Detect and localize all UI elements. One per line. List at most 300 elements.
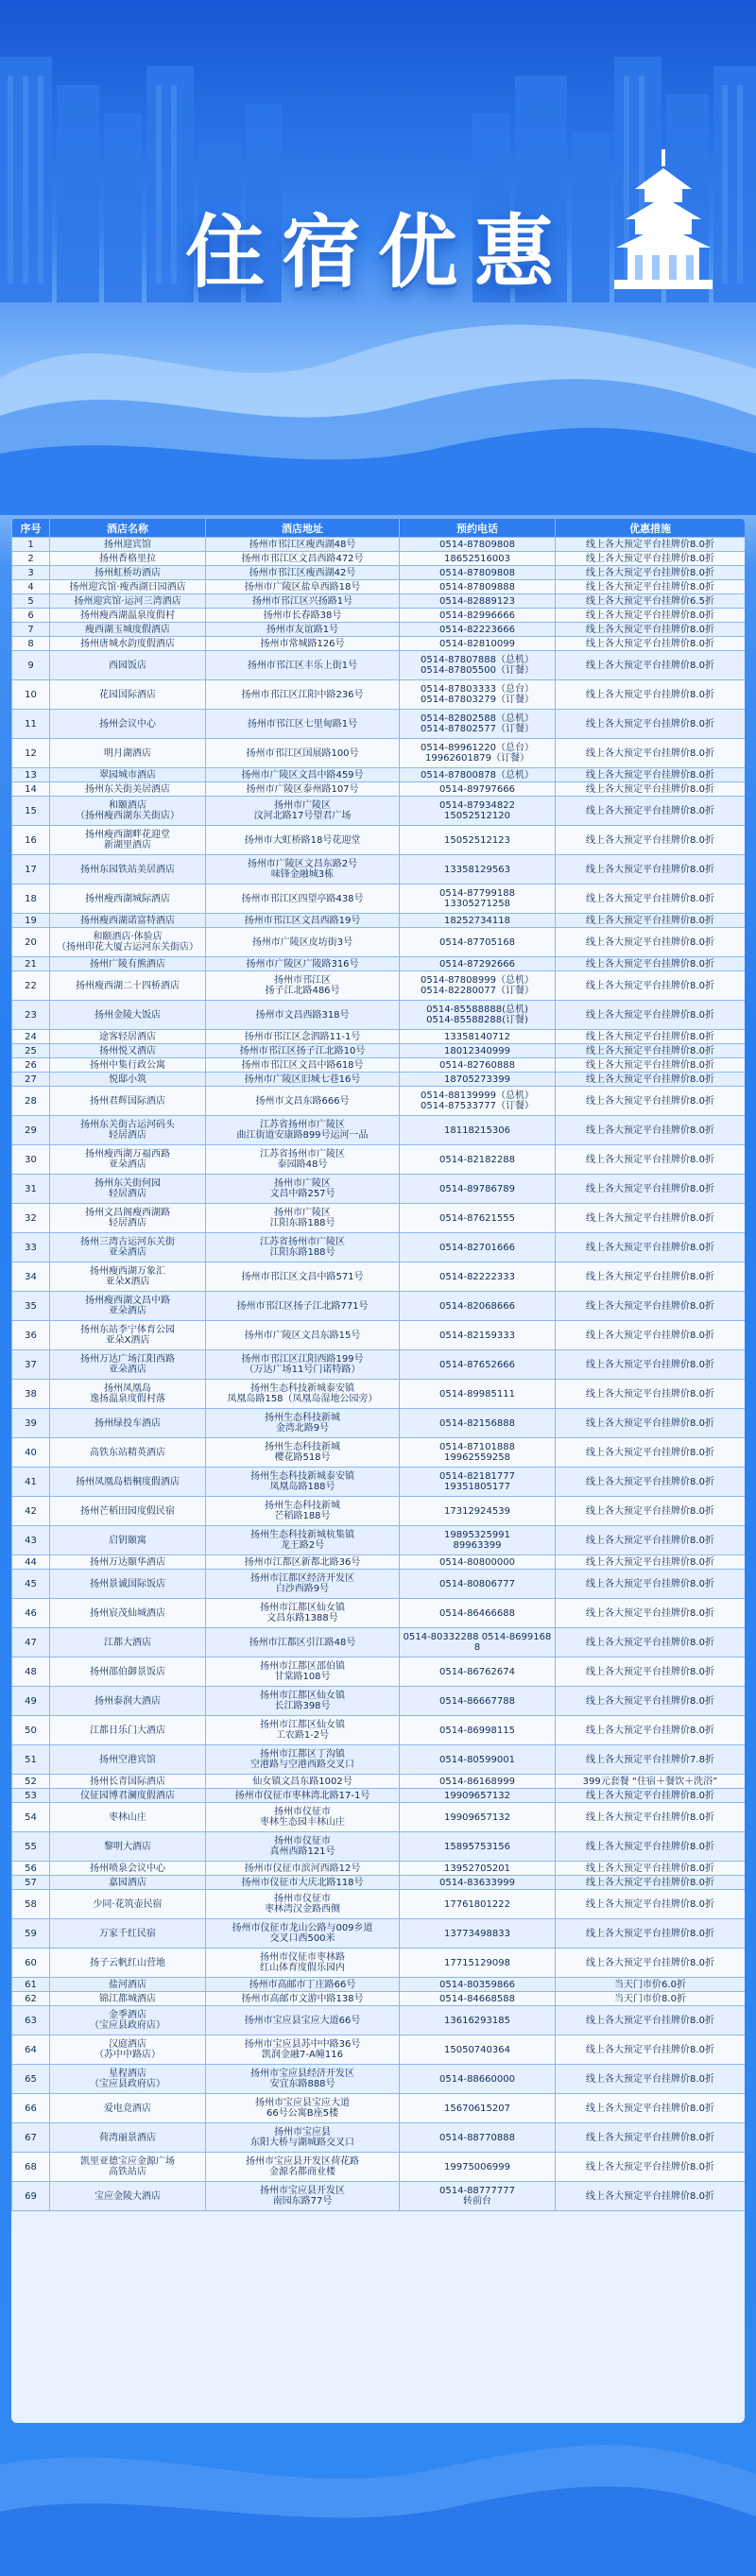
table-row bbox=[12, 957, 746, 971]
cell-index: 4 bbox=[12, 580, 50, 594]
table-row bbox=[12, 566, 746, 580]
cell-hotel-name: 扬州迎宾馆·瘦西湖日园酒店 bbox=[50, 580, 206, 594]
cell-index: 62 bbox=[12, 1992, 50, 2006]
cell-phone: 0514-84668588 bbox=[400, 1992, 556, 2006]
cell-phone: 0514-86466688 bbox=[400, 1599, 556, 1628]
cell-phone: 19909657132 bbox=[400, 1789, 556, 1803]
header-discount: 优惠措施 bbox=[556, 519, 746, 538]
cell-hotel-address: 扬州市宝应县经济开发区 安宜东路888号 bbox=[206, 2065, 400, 2094]
cell-discount: 线上各大预定平台挂牌价8.0折 bbox=[556, 957, 746, 971]
cell-hotel-name: 扬州广陵有熊酒店 bbox=[50, 957, 206, 971]
cell-discount: 线上各大预定平台挂牌价8.0折 bbox=[556, 1803, 746, 1832]
table-row bbox=[12, 1716, 746, 1745]
cell-discount: 线上各大预定平台挂牌价8.0折 bbox=[556, 609, 746, 623]
table-row bbox=[12, 2035, 746, 2065]
cell-index: 37 bbox=[12, 1350, 50, 1380]
cell-index: 36 bbox=[12, 1321, 50, 1350]
cell-index: 35 bbox=[12, 1292, 50, 1321]
cell-phone: 19895325991 89963399 bbox=[400, 1526, 556, 1555]
cell-hotel-address: 扬州市广陵区 汶河北路17号望君广场 bbox=[206, 797, 400, 826]
cell-hotel-name: 扬州万达广场江阳西路 亚朵酒店 bbox=[50, 1350, 206, 1380]
table-row bbox=[12, 855, 746, 884]
table-row bbox=[12, 928, 746, 957]
cell-hotel-name: 翠园城市酒店 bbox=[50, 768, 206, 782]
cell-index: 51 bbox=[12, 1745, 50, 1775]
cell-hotel-address: 扬州市宝应县开发区荷花路 金源名都商业楼 bbox=[206, 2153, 400, 2182]
table-row bbox=[12, 1380, 746, 1409]
cell-hotel-address: 扬州市仪征市 枣林湾汉金路西侧 bbox=[206, 1890, 400, 1919]
footer-waves bbox=[0, 2427, 756, 2576]
cell-hotel-name: 扬州景诚国际饭店 bbox=[50, 1570, 206, 1599]
hotel-discount-table-panel bbox=[11, 518, 745, 2423]
cell-index: 55 bbox=[12, 1832, 50, 1862]
cell-hotel-name: 盐河酒店 bbox=[50, 1978, 206, 1992]
cell-phone: 18652516003 bbox=[400, 552, 556, 566]
cell-phone: 0514-86168999 bbox=[400, 1775, 556, 1789]
cell-hotel-name: 启钥颐寓 bbox=[50, 1526, 206, 1555]
table-row bbox=[12, 1862, 746, 1876]
cell-hotel-name: 扬州瘦西湖诺富特酒店 bbox=[50, 914, 206, 928]
cell-hotel-address: 扬州市广陵区文昌东路2号 味锋金融城3栋 bbox=[206, 855, 400, 884]
cell-index: 1 bbox=[12, 538, 50, 552]
cell-phone: 0514-87705168 bbox=[400, 928, 556, 957]
cell-hotel-name: 扬州瘦西湖畔花迎堂 新湖里酒店 bbox=[50, 826, 206, 855]
cell-hotel-address: 扬州市文昌西路318号 bbox=[206, 1001, 400, 1030]
table-row bbox=[12, 2094, 746, 2123]
cell-phone: 13773498833 bbox=[400, 1919, 556, 1949]
cell-hotel-name: 扬州中集行政公寓 bbox=[50, 1058, 206, 1073]
cell-index: 49 bbox=[12, 1687, 50, 1716]
cell-hotel-address: 扬州市邗江区文昌西路472号 bbox=[206, 552, 400, 566]
cell-hotel-address: 扬州生态科技新城 金湾北路9号 bbox=[206, 1409, 400, 1438]
cell-hotel-name: 扬州香格里拉 bbox=[50, 552, 206, 566]
cell-discount: 线上各大预定平台挂牌价8.0折 bbox=[556, 1555, 746, 1570]
cell-index: 30 bbox=[12, 1145, 50, 1175]
cell-discount: 线上各大预定平台挂牌价8.0折 bbox=[556, 1716, 746, 1745]
table-row bbox=[12, 1044, 746, 1058]
table-row bbox=[12, 609, 746, 623]
cell-phone: 0514-87101888 19962559258 bbox=[400, 1438, 556, 1468]
header-hotel-address: 酒店地址 bbox=[206, 519, 400, 538]
cell-hotel-name: 凯里亚德宝应金源广场 高铁站店 bbox=[50, 2153, 206, 2182]
cell-discount: 线上各大预定平台挂牌价8.0折 bbox=[556, 1001, 746, 1030]
cell-index: 33 bbox=[12, 1233, 50, 1262]
cell-hotel-address: 江苏省扬州市广陵区 泰园路48号 bbox=[206, 1145, 400, 1175]
cell-discount: 399元套餐 “住宿＋餐饮＋洗浴” bbox=[556, 1775, 746, 1789]
cell-hotel-name: 扬州凤凰岛 逸扬温泉度假村落 bbox=[50, 1380, 206, 1409]
cell-phone: 0514-82222333 bbox=[400, 1262, 556, 1292]
cell-hotel-address: 扬州市常城路126号 bbox=[206, 637, 400, 651]
cell-discount: 线上各大预定平台挂牌价8.0折 bbox=[556, 1949, 746, 1978]
cell-phone: 13358140712 bbox=[400, 1030, 556, 1044]
table-row bbox=[12, 1233, 746, 1262]
cell-hotel-name: 扬州瘦西湖温泉度假村 bbox=[50, 609, 206, 623]
cell-phone: 18118215306 bbox=[400, 1116, 556, 1145]
cell-phone: 0514-87621555 bbox=[400, 1204, 556, 1233]
cell-discount: 线上各大预定平台挂牌价8.0折 bbox=[556, 1350, 746, 1380]
cell-hotel-address: 扬州市邗江区文昌中路618号 bbox=[206, 1058, 400, 1073]
cell-hotel-name: 荷湾丽景酒店 bbox=[50, 2123, 206, 2153]
cell-discount: 线上各大预定平台挂牌价8.0折 bbox=[556, 1087, 746, 1116]
cell-hotel-address: 扬州市仪征市 枣林生态园丰林山庄 bbox=[206, 1803, 400, 1832]
cell-hotel-name: 宝应金陵大酒店 bbox=[50, 2182, 206, 2211]
cell-discount: 线上各大预定平台挂牌价8.0折 bbox=[556, 1409, 746, 1438]
cell-hotel-address: 扬州市邗江区扬子江北路771号 bbox=[206, 1292, 400, 1321]
cell-hotel-name: 和颐酒店 （扬州瘦西湖东关街店） bbox=[50, 797, 206, 826]
cell-hotel-address: 扬州市高邮市丁庄路66号 bbox=[206, 1978, 400, 1992]
cell-phone: 0514-89985111 bbox=[400, 1380, 556, 1409]
cell-index: 21 bbox=[12, 957, 50, 971]
cell-index: 67 bbox=[12, 2123, 50, 2153]
cell-index: 65 bbox=[12, 2065, 50, 2094]
cell-hotel-name: 星程酒店 （宝应县政府店） bbox=[50, 2065, 206, 2094]
cell-hotel-name: 万家千红民宿 bbox=[50, 1919, 206, 1949]
cell-discount: 线上各大预定平台挂牌价8.0折 bbox=[556, 1030, 746, 1044]
cell-phone: 0514-80359866 bbox=[400, 1978, 556, 1992]
cell-hotel-name: 瘦西湖玉城度假酒店 bbox=[50, 623, 206, 637]
table-row bbox=[12, 1497, 746, 1526]
cell-index: 50 bbox=[12, 1716, 50, 1745]
table-row bbox=[12, 1030, 746, 1044]
table-row bbox=[12, 710, 746, 739]
cell-discount: 线上各大预定平台挂牌价8.0折 bbox=[556, 768, 746, 782]
cell-phone: 0514-87808999（总机） 0514-82280077（订餐） bbox=[400, 971, 556, 1001]
cell-hotel-address: 扬州市江都区丁沟镇 空港路与空港西路交叉口 bbox=[206, 1745, 400, 1775]
cell-index: 25 bbox=[12, 1044, 50, 1058]
table-row bbox=[12, 651, 746, 680]
cell-hotel-name: 扬州长青国际酒店 bbox=[50, 1775, 206, 1789]
cell-hotel-name: 扬州空港宾馆 bbox=[50, 1745, 206, 1775]
cell-phone: 0514-80800000 bbox=[400, 1555, 556, 1570]
cell-hotel-name: 扬州东站李宁体育公园 亚朵X酒店 bbox=[50, 1321, 206, 1350]
cell-hotel-address: 扬州市友谊路1号 bbox=[206, 623, 400, 637]
cell-hotel-address: 扬州市邗江区 扬子江北路486号 bbox=[206, 971, 400, 1001]
table-row bbox=[12, 739, 746, 768]
cell-hotel-name: 扬州悦又酒店 bbox=[50, 1044, 206, 1058]
cell-index: 6 bbox=[12, 609, 50, 623]
cell-index: 16 bbox=[12, 826, 50, 855]
cell-phone: 17312924539 bbox=[400, 1497, 556, 1526]
cell-hotel-name: 扬州金陵大饭店 bbox=[50, 1001, 206, 1030]
cell-hotel-address: 扬州市宝应县宝应大道 66号公寓B座5楼 bbox=[206, 2094, 400, 2123]
cell-phone: 0514-88660000 bbox=[400, 2065, 556, 2094]
cell-discount: 线上各大预定平台挂牌价8.0折 bbox=[556, 1657, 746, 1687]
cell-discount: 线上各大预定平台挂牌价8.0折 bbox=[556, 1321, 746, 1350]
cell-index: 9 bbox=[12, 651, 50, 680]
cell-hotel-address: 扬州市江都区仙女镇 文昌东路1388号 bbox=[206, 1599, 400, 1628]
cell-index: 11 bbox=[12, 710, 50, 739]
cell-phone: 0514-80806777 bbox=[400, 1570, 556, 1599]
cell-hotel-address: 扬州市邗江区瘦西湖42号 bbox=[206, 566, 400, 580]
cell-index: 61 bbox=[12, 1978, 50, 1992]
table-row bbox=[12, 884, 746, 914]
cell-phone: 19909657132 bbox=[400, 1803, 556, 1832]
cell-hotel-name: 扬州会议中心 bbox=[50, 710, 206, 739]
table-row bbox=[12, 1657, 746, 1687]
table-row bbox=[12, 1292, 746, 1321]
cell-discount: 线上各大预定平台挂牌价8.0折 bbox=[556, 797, 746, 826]
cell-hotel-address: 扬州生态科技新城 芒稻路188号 bbox=[206, 1497, 400, 1526]
cell-hotel-name: 扬州喷泉会议中心 bbox=[50, 1862, 206, 1876]
cell-hotel-name: 扬州东关街古运河码头 轻居酒店 bbox=[50, 1116, 206, 1145]
table-row bbox=[12, 1001, 746, 1030]
cell-hotel-address: 扬州市大虹桥路18号花迎堂 bbox=[206, 826, 400, 855]
cell-index: 46 bbox=[12, 1599, 50, 1628]
table-row bbox=[12, 826, 746, 855]
cell-hotel-name: 扬州东关街美居酒店 bbox=[50, 782, 206, 797]
cell-index: 64 bbox=[12, 2035, 50, 2065]
cell-index: 66 bbox=[12, 2094, 50, 2123]
cell-phone: 0514-82182288 bbox=[400, 1145, 556, 1175]
cell-hotel-address: 扬州市江都区新都北路36号 bbox=[206, 1555, 400, 1570]
cell-index: 41 bbox=[12, 1468, 50, 1497]
cell-index: 68 bbox=[12, 2153, 50, 2182]
cell-discount: 线上各大预定平台挂牌价8.0折 bbox=[556, 971, 746, 1001]
cell-index: 13 bbox=[12, 768, 50, 782]
cell-hotel-name: 少同·花筑壶民宿 bbox=[50, 1890, 206, 1919]
cell-hotel-name: 扬州文昌阁瘦西湖路 轻居酒店 bbox=[50, 1204, 206, 1233]
cell-hotel-name: 扬州宸茂仙城酒店 bbox=[50, 1599, 206, 1628]
cell-phone: 0514-89797666 bbox=[400, 782, 556, 797]
cell-hotel-address: 扬州市邗江区扬子江北路10号 bbox=[206, 1044, 400, 1058]
cell-index: 7 bbox=[12, 623, 50, 637]
cell-discount: 线上各大预定平台挂牌价8.0折 bbox=[556, 2123, 746, 2153]
cell-hotel-name: 枣林山庄 bbox=[50, 1803, 206, 1832]
cell-index: 59 bbox=[12, 1919, 50, 1949]
cell-hotel-address: 扬州市长春路38号 bbox=[206, 609, 400, 623]
cell-phone: 0514-82701666 bbox=[400, 1233, 556, 1262]
cell-hotel-address: 扬州市宝应县宝应大道66号 bbox=[206, 2006, 400, 2035]
table-row bbox=[12, 1350, 746, 1380]
cell-index: 56 bbox=[12, 1862, 50, 1876]
cell-discount: 线上各大预定平台挂牌价8.0折 bbox=[556, 2006, 746, 2035]
table-row bbox=[12, 1262, 746, 1292]
hotel-discount-table bbox=[11, 518, 745, 2211]
cell-hotel-address: 扬州市仪征市 真州西路121号 bbox=[206, 1832, 400, 1862]
table-row bbox=[12, 637, 746, 651]
cell-index: 53 bbox=[12, 1789, 50, 1803]
table-row bbox=[12, 914, 746, 928]
cell-hotel-address: 扬州市广陵区旧城七巷16号 bbox=[206, 1073, 400, 1087]
cell-index: 15 bbox=[12, 797, 50, 826]
cell-phone: 0514-87934822 15052512120 bbox=[400, 797, 556, 826]
cell-discount: 线上各大预定平台挂牌价8.0折 bbox=[556, 1497, 746, 1526]
table-row bbox=[12, 1745, 746, 1775]
cell-hotel-address: 扬州生态科技新城 樱花路518号 bbox=[206, 1438, 400, 1468]
cell-hotel-name: 扬州虹桥坊酒店 bbox=[50, 566, 206, 580]
cell-hotel-address: 扬州市江都区邵伯镇 甘棠路108号 bbox=[206, 1657, 400, 1687]
cell-hotel-name: 扬州君辉国际酒店 bbox=[50, 1087, 206, 1116]
header-hotel-name: 酒店名称 bbox=[50, 519, 206, 538]
cell-phone: 17715129098 bbox=[400, 1949, 556, 1978]
cell-discount: 线上各大预定平台挂牌价8.0折 bbox=[556, 637, 746, 651]
cell-phone: 13952705201 bbox=[400, 1862, 556, 1876]
cell-hotel-name: 明月湖酒店 bbox=[50, 739, 206, 768]
cell-phone: 0514-87803333（总台） 0514-87803279（订餐） bbox=[400, 680, 556, 710]
table-row bbox=[12, 1890, 746, 1919]
cell-phone: 0514-87800878（总机） bbox=[400, 768, 556, 782]
cell-phone: 0514-82181777 19351805177 bbox=[400, 1468, 556, 1497]
cell-phone: 0514-85588888(总机) 0514-85588288(订餐) bbox=[400, 1001, 556, 1030]
cell-hotel-address: 扬州市邗江区江阳西路199号 （万达广场11号门诺特路） bbox=[206, 1350, 400, 1380]
cell-index: 57 bbox=[12, 1876, 50, 1890]
cell-hotel-address: 扬州市邗江区七里甸路1号 bbox=[206, 710, 400, 739]
table-row bbox=[12, 1570, 746, 1599]
cell-phone: 0514-82156888 bbox=[400, 1409, 556, 1438]
cell-hotel-name: 高铁东站精英酒店 bbox=[50, 1438, 206, 1468]
cell-hotel-name: 嘉园酒店 bbox=[50, 1876, 206, 1890]
table-row bbox=[12, 1687, 746, 1716]
cell-hotel-address: 扬州市宝应县开发区 南园东路77号 bbox=[206, 2182, 400, 2211]
table-row bbox=[12, 1175, 746, 1204]
cell-index: 28 bbox=[12, 1087, 50, 1116]
cell-index: 27 bbox=[12, 1073, 50, 1087]
table-row bbox=[12, 1599, 746, 1628]
cell-hotel-address: 扬州生态科技新城泰安镇 凤凰岛路158（凤凰岛湿地公园旁） bbox=[206, 1380, 400, 1409]
cell-discount: 线上各大预定平台挂牌价6.5折 bbox=[556, 594, 746, 609]
cell-discount: 线上各大预定平台挂牌价8.0折 bbox=[556, 651, 746, 680]
cell-discount: 线上各大预定平台挂牌价8.0折 bbox=[556, 1058, 746, 1073]
cell-discount: 当天门市价6.0折 bbox=[556, 1978, 746, 1992]
cell-discount: 线上各大预定平台挂牌价8.0折 bbox=[556, 1175, 746, 1204]
cell-phone: 17761801222 bbox=[400, 1890, 556, 1919]
table-row bbox=[12, 580, 746, 594]
cell-phone: 18705273399 bbox=[400, 1073, 556, 1087]
cell-phone: 0514-88770888 bbox=[400, 2123, 556, 2153]
cell-hotel-address: 扬州市仪征市滨河西路12号 bbox=[206, 1862, 400, 1876]
cell-hotel-name: 金季酒店 （宝应县政府店） bbox=[50, 2006, 206, 2035]
cell-hotel-name: 花园国际酒店 bbox=[50, 680, 206, 710]
cell-phone: 0514-87807888（总机） 0514-87805500（订餐） bbox=[400, 651, 556, 680]
cell-hotel-name: 锦江都城酒店 bbox=[50, 1992, 206, 2006]
cell-hotel-address: 扬州市仪征市枣林湾北路17-1号 bbox=[206, 1789, 400, 1803]
cell-hotel-address: 扬州市邗江区念泗路11-1号 bbox=[206, 1030, 400, 1044]
cell-hotel-name: 扬州绿投车酒店 bbox=[50, 1409, 206, 1438]
cell-hotel-name: 悦邸小筑 bbox=[50, 1073, 206, 1087]
cell-phone: 0514-86667788 bbox=[400, 1687, 556, 1716]
cell-hotel-name: 汉庭酒店 （苏中中路店） bbox=[50, 2035, 206, 2065]
cell-phone: 0514-88139999（总机） 0514-87533777（订餐） bbox=[400, 1087, 556, 1116]
table-row bbox=[12, 971, 746, 1001]
cell-phone: 0514-87809808 bbox=[400, 538, 556, 552]
cell-hotel-address: 扬州市江都区引江路48号 bbox=[206, 1628, 400, 1657]
cell-discount: 线上各大预定平台挂牌价8.0折 bbox=[556, 1919, 746, 1949]
table-row bbox=[12, 1116, 746, 1145]
cell-phone: 13358129563 bbox=[400, 855, 556, 884]
cell-discount: 线上各大预定平台挂牌价8.0折 bbox=[556, 552, 746, 566]
table-row bbox=[12, 1409, 746, 1438]
cell-phone: 0514-83633999 bbox=[400, 1876, 556, 1890]
cell-hotel-name: 爱电竞酒店 bbox=[50, 2094, 206, 2123]
cell-hotel-name: 扬州迎宾馆·运河三湾酒店 bbox=[50, 594, 206, 609]
cell-index: 44 bbox=[12, 1555, 50, 1570]
wave-decoration bbox=[0, 2427, 756, 2576]
cell-hotel-name: 扬州三湾古运河东关街 亚朵酒店 bbox=[50, 1233, 206, 1262]
table-row bbox=[12, 1321, 746, 1350]
cell-discount: 当天门市价8.0折 bbox=[556, 1992, 746, 2006]
cell-hotel-address: 扬州市广陵区泰州路107号 bbox=[206, 782, 400, 797]
cell-discount: 线上各大预定平台挂牌价8.0折 bbox=[556, 1876, 746, 1890]
cell-hotel-address: 江苏省扬州市广陵区 江阳东路188号 bbox=[206, 1233, 400, 1262]
cell-discount: 线上各大预定平台挂牌价8.0折 bbox=[556, 580, 746, 594]
cell-index: 17 bbox=[12, 855, 50, 884]
table-row bbox=[12, 1058, 746, 1073]
cell-hotel-name: 和颐酒店·体验店 （扬州印花大厦古运河东关街店） bbox=[50, 928, 206, 957]
table-row bbox=[12, 680, 746, 710]
table-row bbox=[12, 1145, 746, 1175]
cell-discount: 线上各大预定平台挂牌价8.0折 bbox=[556, 914, 746, 928]
table-row bbox=[12, 1204, 746, 1233]
cell-index: 26 bbox=[12, 1058, 50, 1073]
cell-phone: 0514-80332288 0514-86991688 bbox=[400, 1628, 556, 1657]
cell-hotel-address: 扬州市邗江区兴扬路1号 bbox=[206, 594, 400, 609]
cell-hotel-address: 扬州市仪征市大庆北路118号 bbox=[206, 1876, 400, 1890]
cell-hotel-address: 扬州市广陵区皮坊街3号 bbox=[206, 928, 400, 957]
cell-discount: 线上各大预定平台挂牌价8.0折 bbox=[556, 739, 746, 768]
cell-phone: 0514-87292666 bbox=[400, 957, 556, 971]
cell-discount: 线上各大预定平台挂牌价7.8折 bbox=[556, 1745, 746, 1775]
cell-hotel-name: 扬州瘦西湖万象汇 亚朵X酒店 bbox=[50, 1262, 206, 1292]
cell-discount: 线上各大预定平台挂牌价8.0折 bbox=[556, 1438, 746, 1468]
cell-hotel-name: 黎明大酒店 bbox=[50, 1832, 206, 1862]
table-row bbox=[12, 1803, 746, 1832]
cell-phone: 0514-88777777 转前台 bbox=[400, 2182, 556, 2211]
cell-hotel-address: 扬州市宝应县苏中中路36号 凯润金融7-A幢116 bbox=[206, 2035, 400, 2065]
cell-index: 38 bbox=[12, 1380, 50, 1409]
cell-hotel-address: 扬州市江都区经济开发区 白沙西路9号 bbox=[206, 1570, 400, 1599]
cell-hotel-name: 扬州唐城水韵度假酒店 bbox=[50, 637, 206, 651]
cell-hotel-address: 扬州市广陵区广陵路316号 bbox=[206, 957, 400, 971]
cell-hotel-name: 扬州泰润大酒店 bbox=[50, 1687, 206, 1716]
table-row bbox=[12, 1628, 746, 1657]
cell-phone: 0514-89961220（总台） 19962601879（订餐） bbox=[400, 739, 556, 768]
cell-hotel-address: 扬州市邗江区四望亭路438号 bbox=[206, 884, 400, 914]
cell-hotel-name: 扬州瘦西湖二十四桥酒店 bbox=[50, 971, 206, 1001]
cell-discount: 线上各大预定平台挂牌价8.0折 bbox=[556, 855, 746, 884]
cell-discount: 线上各大预定平台挂牌价8.0折 bbox=[556, 2035, 746, 2065]
cell-hotel-address: 扬州市邗江区文昌中路571号 bbox=[206, 1262, 400, 1292]
cell-hotel-address: 扬州市广陵区 江阳东路188号 bbox=[206, 1204, 400, 1233]
cell-hotel-address: 扬州市仪征市龙山公路与009乡道 交叉口西500米 bbox=[206, 1919, 400, 1949]
cell-index: 20 bbox=[12, 928, 50, 957]
table-row bbox=[12, 1438, 746, 1468]
table-body bbox=[12, 538, 746, 2211]
table-row bbox=[12, 538, 746, 552]
cell-index: 18 bbox=[12, 884, 50, 914]
cell-phone: 15895753156 bbox=[400, 1832, 556, 1862]
table-row bbox=[12, 1468, 746, 1497]
cell-discount: 线上各大预定平台挂牌价8.0折 bbox=[556, 1116, 746, 1145]
cell-phone: 0514-82996666 bbox=[400, 609, 556, 623]
cell-hotel-address: 扬州市邗江区国展路100号 bbox=[206, 739, 400, 768]
table-row bbox=[12, 1832, 746, 1862]
cell-phone: 0514-82223666 bbox=[400, 623, 556, 637]
cell-index: 29 bbox=[12, 1116, 50, 1145]
cell-hotel-name: 仪征园博君澜度假酒店 bbox=[50, 1789, 206, 1803]
table-row bbox=[12, 2065, 746, 2094]
table-row bbox=[12, 1555, 746, 1570]
cell-discount: 线上各大预定平台挂牌价8.0折 bbox=[556, 928, 746, 957]
cell-discount: 线上各大预定平台挂牌价8.0折 bbox=[556, 1145, 746, 1175]
cell-discount: 线上各大预定平台挂牌价8.0折 bbox=[556, 2153, 746, 2182]
cell-index: 23 bbox=[12, 1001, 50, 1030]
cell-hotel-address: 扬州市邗江区瘦西湖48号 bbox=[206, 538, 400, 552]
cell-hotel-name: 途客轻居酒店 bbox=[50, 1030, 206, 1044]
cell-index: 19 bbox=[12, 914, 50, 928]
cell-phone: 0514-86998115 bbox=[400, 1716, 556, 1745]
cell-discount: 线上各大预定平台挂牌价8.0折 bbox=[556, 680, 746, 710]
cell-hotel-name: 西园饭店 bbox=[50, 651, 206, 680]
